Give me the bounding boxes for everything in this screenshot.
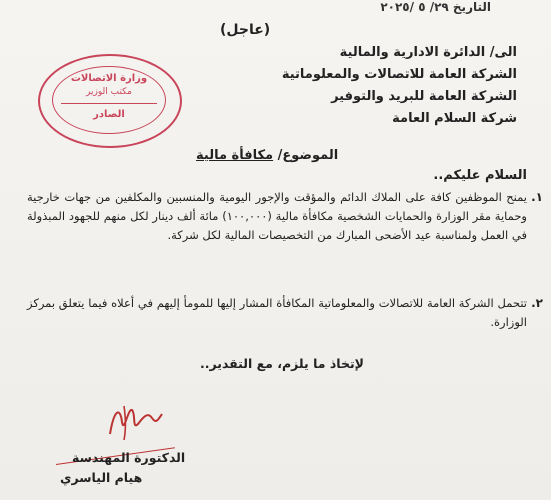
ministry-stamp (38, 54, 182, 148)
paragraph-number: ١. (531, 190, 543, 204)
stamp-office: مكتب الوزير (86, 87, 132, 97)
stamp-inner-ring (52, 66, 166, 134)
urgency-label: (عاجل) (220, 22, 271, 38)
recipients-block (267, 42, 517, 130)
signatory-title: الدكتورة المهندسة (72, 450, 186, 465)
recipient-line: الشركة العامة للبريد والتوفير (331, 89, 517, 104)
letter-date: التاريخ ٢٩/ ٥ /٢٠٢٥ (380, 0, 491, 14)
subject-line (196, 148, 338, 163)
subject-label: الموضوع/ (277, 148, 339, 163)
paragraph-number: ٢. (531, 296, 543, 310)
recipient-line: الشركة العامة للاتصالات والمعلوماتية (281, 67, 517, 82)
stamp-ministry: وزارة الاتصالات (70, 73, 148, 84)
recipient-line: الى/ الدائرة الادارية والمالية (339, 45, 517, 60)
paragraph-2 (27, 294, 543, 332)
stamp-divider (61, 103, 157, 104)
subject-value: مكافأة مالية (196, 148, 274, 163)
greeting: السلام عليكم.. (433, 168, 527, 183)
stamp-label: الصادر (93, 109, 125, 120)
handwritten-signature (104, 400, 164, 444)
signatory-name: هيام الياسري (60, 470, 143, 485)
recipient-line: شركة السلام العامة (392, 111, 517, 126)
paragraph-text: تتحمل الشركة العامة للاتصالات والمعلوماتية المكافأة المشار إليها للمومأ إليهم في أعلاه فيما يتعلق بمركز الوزارة. (27, 296, 527, 329)
closing-line: لإتخاذ ما يلزم، مع التقدير.. (200, 356, 364, 371)
paragraph-text: يمنح الموظفين كافة على الملاك الدائم والمؤقت والإجور اليومية والمنسبين والمكلفين من جهات خارجية وحماية مقر الوزارة والحمايات الشخصية مكافأة مالية (١٠٠,٠٠٠) مائة ألف دينار لكل منهم للجهود المبذولة في العمل ولمناسبة عيد الأضحى المبارك من التخصيصات المالية لكل شركة. (27, 190, 527, 242)
paragraph-1 (27, 188, 543, 245)
